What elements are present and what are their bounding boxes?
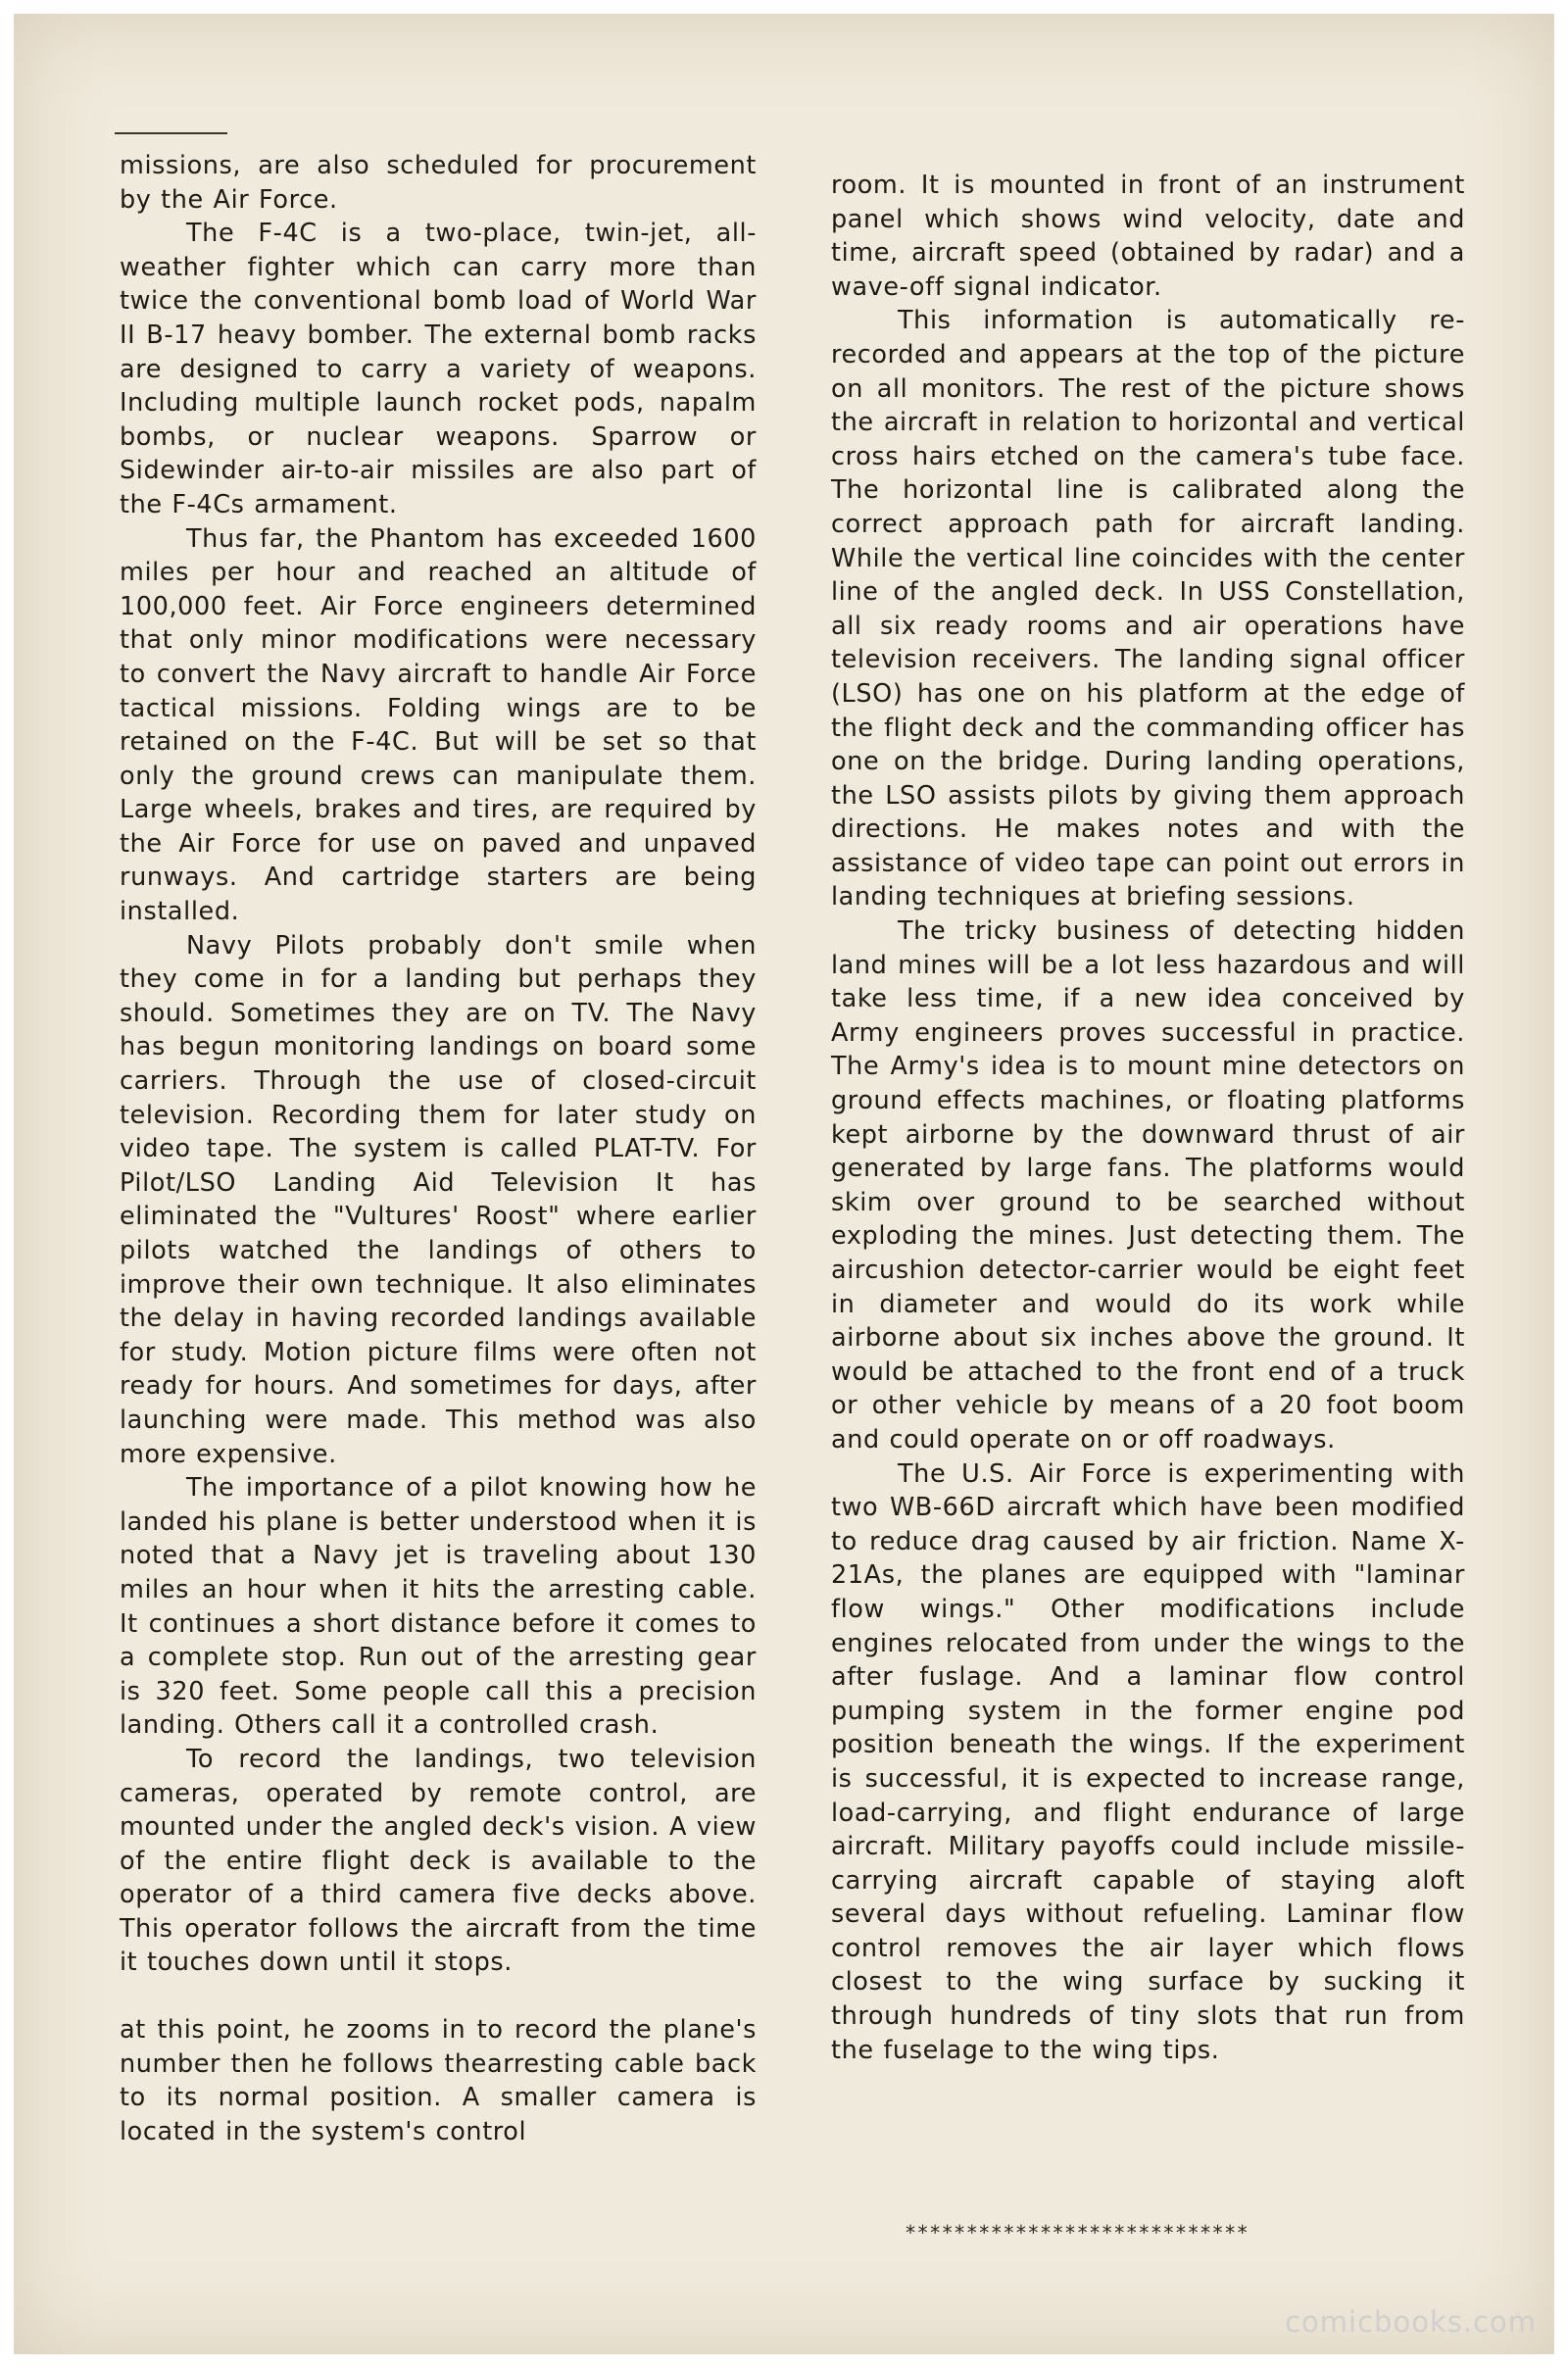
watermark-text: comicbooks.com xyxy=(1285,2305,1537,2339)
page-paper xyxy=(14,14,1554,2354)
paragraph: This information is automatically re-recorded and appears at the top of the picture on all monitors. The rest of the picture shows the aircraft in relation to horizontal and vertical cross hairs etched on the camera's tube face. The horizontal line is calibrated along the correct approach path for aircraft landing. While the vertical line coincides with the center line of the angled deck. In USS Constellation, all six ready rooms and air operations have television receivers. The landing signal officer (LSO) has one on his platform at the edge of the flight deck and the commanding officer has one on the bridge. During landing operations, the LSO assists pilots by giving them approach directions. He makes notes and with the assistance of video tape can point out errors in landing techniques at briefing sessions. xyxy=(831,306,1465,913)
paragraph: at this point, he zooms in to record the plane's number then he follows thearresting cable back to its normal position. A smaller camera is located in the system's control xyxy=(120,2015,757,2146)
left-column xyxy=(120,149,757,2148)
paragraph: The tricky business of detecting hidden land mines will be a lot less hazardous and will take less time, if a new idea conceived by Army engineers proves successful in practice. The Army's idea is to mount mine detectors on ground effects machines, or floating platforms kept airborne by the downward thrust of air generated by large fans. The platforms would skim over ground to be searched without exploding the mines. Just detecting them. The aircushion detector-carrier would be eight feet in diameter and would do its work while airborne about six inches above the ground. It would be attached to the front end of a truck or other vehicle by means of a 20 foot boom and could operate on or off roadways. xyxy=(831,916,1465,1455)
paragraph: Thus far, the Phantom has exceeded 1600 miles per hour and reached an altitude of 100,000 feet. Air Force engineers determined that only minor modifications were necessary to convert the Navy aircraft to handle Air Force tactical missions. Folding wings are to be retained on the F-4C. But will be set so that only the ground crews can manipulate them. Large wheels, brakes and tires, are required by the Air Force for use on paved and unpaved runways. And cartridge starters are being installed. xyxy=(120,523,757,927)
paragraph: Navy Pilots probably don't smile when they come in for a landing but perhaps they should. Sometimes they are on TV. The Navy has begun monitoring landings on board some carriers. Through the use of closed-circuit television. Recording them for later study on video tape. The system is called PLAT-TV. For Pilot/LSO Landing Aid Television It has eliminated the "Vultures' Roost" where earlier pilots watched the landings of others to improve their own technique. It also eliminates the delay in having recorded landings available for study. Motion picture films were often not ready for hours. And sometimes for days, after launching were made. This method was also more expensive. xyxy=(120,930,757,1469)
paragraph: The F-4C is a two-place, twin-jet, all-weather fighter which can carry more than twice the conventional bomb load of World War II B-17 heavy bomber. The external bomb racks are designed to carry a variety of weapons. Including multiple launch rocket pods, napalm bombs, or nuclear weapons. Sparrow or Sidewinder air-to-air missiles are also part of the F-4Cs armament. xyxy=(120,219,757,519)
section-divider: **************************** xyxy=(905,2221,1250,2245)
paragraph: The importance of a pilot knowing how he landed his plane is better understood when it is noted that a Navy jet is traveling about 130 miles an hour when it hits the arresting cable. It continues a short distance before it comes to a complete stop. Run out of the arresting gear is 320 feet. Some people call this a precision landing. Others call it a controlled crash. xyxy=(120,1473,757,1741)
paragraph: The U.S. Air Force is experimenting with two WB-66D aircraft which have been modified to reduce drag caused by air friction. Name X-21As, the planes are equipped with "laminar flow wings." Other modifications include engines relocated from under the wings to the after fuslage. And a laminar flow control pumping system in the former engine pod position beneath the wings. If the experiment is successful, it is expected to increase range, load-carrying, and flight endurance of large aircraft. Military payoffs could include missile-carrying aircraft capable of staying aloft several days without refueling. Laminar flow control removes the air layer which flows closest to the wing surface by sucking it through hundreds of tiny slots that run from the fuselage to the wing tips. xyxy=(831,1458,1465,2065)
paragraph: room. It is mounted in front of an instrument panel which shows wind velocity, date and time, aircraft speed (obtained by radar) and a wave-off signal indicator. xyxy=(831,171,1465,302)
right-column xyxy=(831,169,1465,2067)
paragraph: To record the landings, two television cameras, operated by remote control, are mounted under the angled deck's vision. A view of the entire flight deck is available to the operator of a third camera five decks above. This operator follows the aircraft from the time it touches down until it stops. xyxy=(120,1744,757,1978)
top-rule xyxy=(115,132,227,134)
paragraph: missions, are also scheduled for procurement by the Air Force. xyxy=(120,151,757,215)
